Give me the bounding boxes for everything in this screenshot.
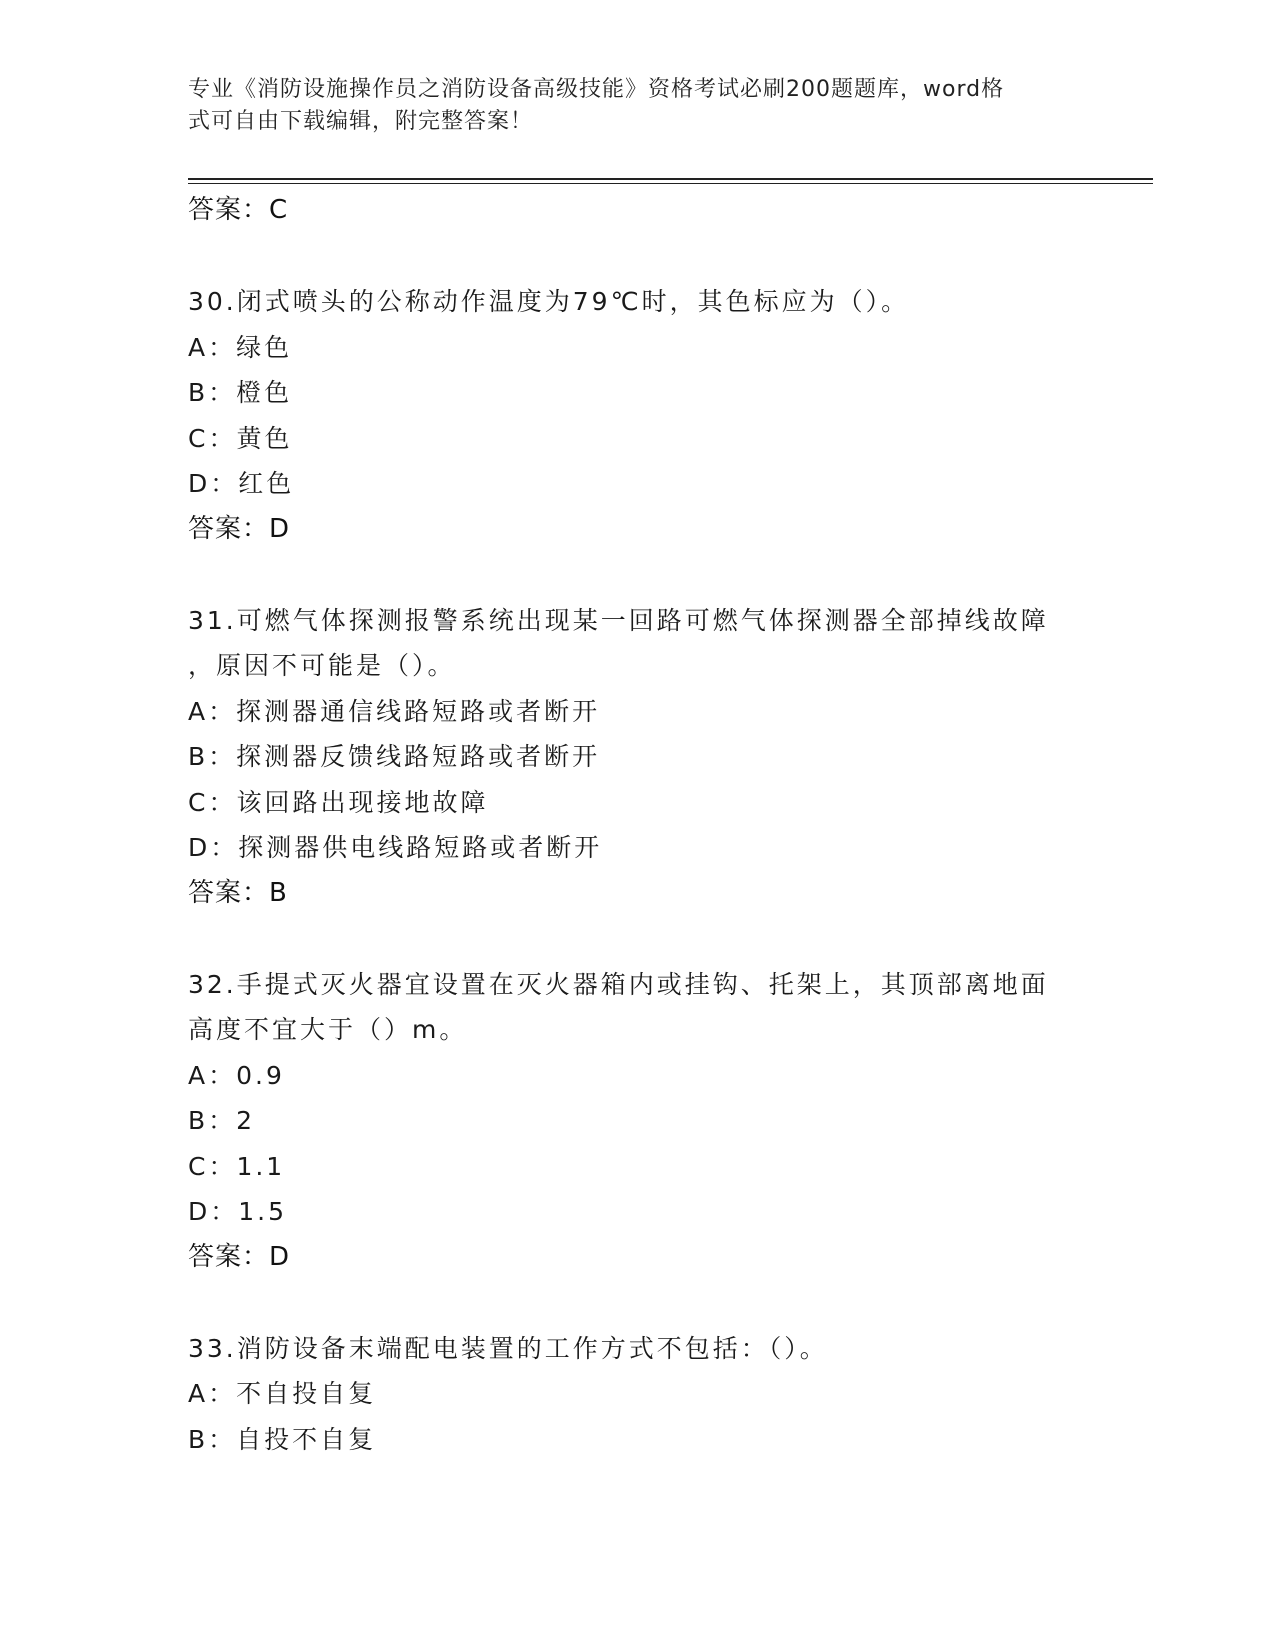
option-a: A：不自投自复 [188, 1379, 377, 1408]
answer: 答案：D [188, 513, 291, 544]
answer: 答案：D [188, 1241, 291, 1272]
option-a: A：探测器通信线路短路或者断开 [188, 696, 601, 726]
option-c: C：黄色 [188, 423, 293, 453]
question-list [188, 188, 1088, 1462]
question-stem-continued: ，原因不可能是（）。 [188, 651, 456, 680]
question-stem: 32.手提式灭火器宜设置在灭火器箱内或挂钩、托架上，其顶部离地面 [188, 969, 1049, 999]
option-b: B：2 [188, 1106, 256, 1135]
option-d: D：1.5 [188, 1197, 288, 1226]
spacer [188, 234, 1088, 280]
spacer [188, 916, 1088, 962]
question-30 [188, 279, 1088, 552]
option-a: A：0.9 [188, 1060, 285, 1090]
option-d: D：探测器供电线路短路或者断开 [188, 833, 603, 862]
option-d: D：红色 [188, 469, 295, 498]
option-b: B：探测器反馈线路短路或者断开 [188, 742, 601, 771]
option-b: B：自投不自复 [188, 1424, 377, 1454]
option-c: C：该回路出现接地故障 [188, 787, 489, 817]
question-stem: 31.可燃气体探测报警系统出现某一回路可燃气体探测器全部掉线故障 [188, 605, 1049, 635]
document-header [188, 74, 1068, 138]
question-stem: 33.消防设备末端配电装置的工作方式不包括：（）。 [188, 1333, 828, 1363]
spacer [188, 1280, 1088, 1326]
question-stem: 30.闭式喷头的公称动作温度为79℃时，其色标应为（）。 [188, 287, 910, 316]
answer: 答案：B [188, 877, 288, 908]
question-stem-continued: 高度不宜大于（）m。 [188, 1015, 468, 1044]
option-a: A：绿色 [188, 332, 293, 362]
header-divider-thick [188, 178, 1153, 180]
header-line-1: 专业《消防设施操作员之消防设备高级技能》资格考试必刷200题题库，word格 [188, 77, 1005, 102]
question-31 [188, 598, 1088, 917]
question-33 [188, 1326, 1088, 1463]
header-divider-thin [188, 183, 1153, 184]
question-32 [188, 962, 1088, 1281]
header-line-2: 式可自由下载编辑，附完整答案！ [188, 109, 534, 134]
previous-answer: 答案：C [188, 195, 289, 225]
option-c: C：1.1 [188, 1151, 286, 1181]
option-b: B：橙色 [188, 378, 293, 407]
spacer [188, 552, 1088, 598]
